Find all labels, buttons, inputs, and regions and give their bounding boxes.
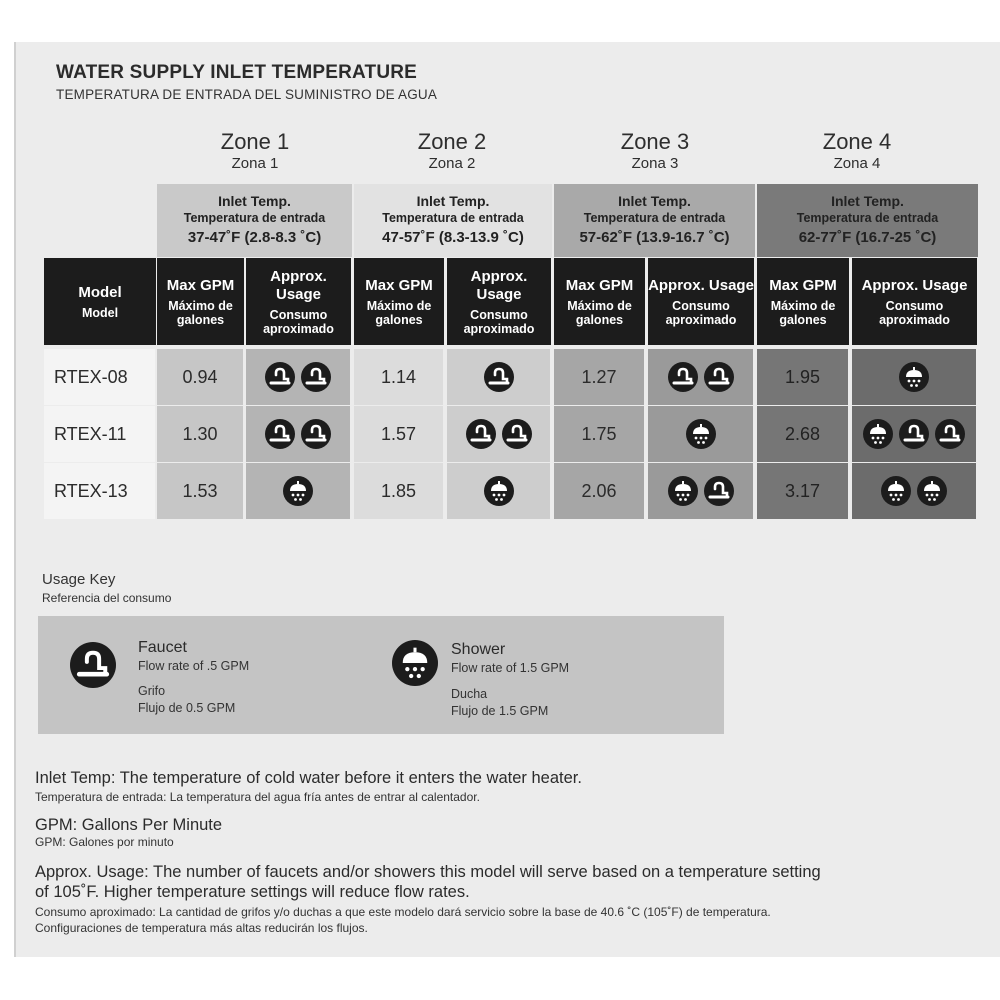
max-gpm-cell: 3.17 — [757, 463, 848, 519]
zone-name-es: Zona 1 — [231, 155, 279, 172]
shower-key-name-es: Ducha — [451, 687, 488, 701]
usage-cell — [246, 463, 350, 519]
usage-cell — [852, 349, 976, 405]
header-label: Max GPM — [365, 276, 433, 294]
inlet-range: 37-47˚F (2.8-8.3 ˚C) — [187, 229, 322, 246]
zone-4-usage-header — [852, 258, 977, 345]
faucet-key-rate-es: Flujo de 0.5 GPM — [138, 701, 236, 715]
zone-2-inlet-temp — [354, 184, 552, 257]
zone-name: Zone 1 — [220, 129, 290, 154]
shower-icon — [863, 419, 893, 449]
zone-name: Zone 3 — [620, 129, 690, 154]
zone-3-inlet-temp — [554, 184, 755, 257]
inlet-label: Inlet Temp. — [831, 193, 904, 209]
zone-name: Zone 2 — [417, 129, 487, 154]
faucet-icon — [265, 419, 295, 449]
faucet-key-name-es: Grifo — [138, 684, 166, 698]
usage-cell — [648, 463, 753, 519]
shower-icon — [668, 476, 698, 506]
faucet-icon — [704, 476, 734, 506]
header-label-es: Consumo aproximado — [263, 307, 334, 336]
note-gpm-es: GPM: Galones por minuto — [35, 835, 174, 849]
faucet-key-rate: Flow rate of .5 GPM — [138, 659, 250, 673]
zone-3-heading — [555, 130, 755, 174]
note-approx-line-2: of 105˚F. Higher temperature settings will reduce flow rates. — [35, 883, 470, 901]
zone-name-es: Zona 2 — [428, 155, 476, 172]
note-inlet: Inlet Temp: The temperature of cold water before it enters the water heater. — [35, 769, 582, 787]
usage-cell — [246, 406, 350, 462]
zone-4-heading — [757, 130, 957, 174]
inlet-label: Inlet Temp. — [218, 193, 291, 209]
zone-1-usage-header — [246, 258, 351, 345]
zone-1-max-gpm-header — [157, 258, 244, 345]
zone-4-inlet-temp — [757, 184, 978, 257]
faucet-icon — [301, 419, 331, 449]
inlet-label: Inlet Temp. — [416, 193, 490, 209]
usage-cell — [852, 463, 976, 519]
shower-icon — [881, 476, 911, 506]
inlet-label: Inlet Temp. — [618, 193, 691, 209]
inlet-label-es: Temperatura de entrada — [183, 211, 326, 225]
header-label-es: Model — [81, 305, 119, 320]
header-label: Approx. Usage — [470, 267, 528, 303]
zone-3-usage-header — [648, 258, 754, 345]
page-title: WATER SUPPLY INLET TEMPERATURE — [56, 62, 418, 83]
inlet-range: 62-77˚F (16.7-25 ˚C) — [798, 229, 937, 246]
header-label-es: Consumo aproximado — [665, 298, 737, 327]
faucet-icon — [265, 362, 295, 392]
shower-icon — [917, 476, 947, 506]
shower-icon — [392, 640, 438, 686]
note-inlet-es: Temperatura de entrada: La temperatura del agua fría antes de entrar al calentador. — [35, 790, 480, 804]
shower-key-rate: Flow rate of 1.5 GPM — [451, 661, 570, 675]
zone-2-heading — [352, 130, 552, 174]
usage-key-title: Usage Key — [42, 571, 116, 588]
max-gpm-cell: 1.27 — [554, 349, 644, 405]
max-gpm-cell: 1.53 — [157, 463, 243, 519]
usage-cell — [447, 349, 550, 405]
header-label-es: Máximo de galones — [770, 298, 836, 327]
faucet-icon — [70, 642, 116, 688]
inlet-range: 57-62˚F (13.9-16.7 ˚C) — [579, 229, 730, 246]
zone-1-inlet-temp — [157, 184, 352, 257]
shower-key-rate-es: Flujo de 1.5 GPM — [451, 704, 549, 718]
usage-cell — [648, 406, 753, 462]
max-gpm-cell: 1.30 — [157, 406, 243, 462]
note-approx-es-line-2: Configuraciones de temperatura más altas reducirán los flujos. — [35, 921, 368, 935]
zone-3-max-gpm-header — [554, 258, 645, 345]
zone-4-max-gpm-header — [757, 258, 849, 345]
inlet-label-es: Temperatura de entrada — [583, 211, 726, 225]
max-gpm-cell: 1.85 — [354, 463, 443, 519]
header-label: Approx. Usage — [270, 267, 327, 303]
max-gpm-cell: 1.14 — [354, 349, 443, 405]
usage-cell — [648, 349, 753, 405]
faucet-icon — [466, 419, 496, 449]
usage-cell — [852, 406, 976, 462]
inlet-range: 47-57˚F (8.3-13.9 ˚C) — [382, 229, 524, 246]
shower-key-name: Shower — [451, 641, 506, 658]
header-label-es: Consumo aproximado — [463, 307, 535, 336]
header-label-es: Máximo de galones — [567, 298, 632, 327]
header-label: Approx. Usage — [648, 276, 754, 294]
usage-cell — [447, 406, 550, 462]
header-label: Approx. Usage — [861, 276, 968, 294]
zone-name-es: Zona 3 — [631, 155, 679, 172]
max-gpm-cell: 0.94 — [157, 349, 243, 405]
note-approx-es-line-1: Consumo aproximado: La cantidad de grifos y/o duchas a que este modelo dará servicio sobre la base de 40.6 ˚C (105˚F) de temperatura. — [35, 905, 771, 919]
shower-icon — [484, 476, 514, 506]
usage-key-title-es: Referencia del consumo — [42, 591, 172, 605]
max-gpm-cell: 1.95 — [757, 349, 848, 405]
model-cell: RTEX-08 — [44, 349, 155, 405]
page-subtitle: TEMPERATURA DE ENTRADA DEL SUMINISTRO DE AGUA — [56, 87, 438, 102]
faucet-icon — [484, 362, 514, 392]
header-label: Max GPM — [565, 276, 634, 294]
zone-1-heading — [155, 130, 355, 174]
model-cell: RTEX-11 — [44, 406, 155, 462]
inlet-label-es: Temperatura de entrada — [382, 211, 524, 225]
shower-icon — [686, 419, 716, 449]
usage-cell — [447, 463, 550, 519]
header-label: Model — [78, 283, 122, 301]
header-label-es: Máximo de galones — [168, 298, 233, 327]
zone-name-es: Zona 4 — [833, 155, 881, 172]
model-cell: RTEX-13 — [44, 463, 155, 519]
faucet-icon — [502, 419, 532, 449]
max-gpm-cell: 2.68 — [757, 406, 848, 462]
note-gpm: GPM: Gallons Per Minute — [35, 816, 223, 834]
model-column-header — [44, 258, 156, 345]
usage-cell — [246, 349, 350, 405]
faucet-icon — [899, 419, 929, 449]
max-gpm-cell: 1.57 — [354, 406, 443, 462]
note-approx-line-1: Approx. Usage: The number of faucets and/or showers this model will serve based on a temperature setting — [35, 863, 821, 881]
faucet-icon — [704, 362, 734, 392]
faucet-icon — [935, 419, 965, 449]
faucet-key-name: Faucet — [138, 639, 187, 656]
faucet-icon — [668, 362, 698, 392]
zone-name: Zone 4 — [822, 129, 892, 154]
zone-2-usage-header — [447, 258, 551, 345]
header-label-es: Consumo aproximado — [879, 298, 950, 327]
header-label: Max GPM — [769, 276, 837, 294]
zone-2-max-gpm-header — [354, 258, 444, 345]
usage-key-box — [38, 616, 724, 734]
inlet-label-es: Temperatura de entrada — [796, 211, 939, 225]
shower-icon — [899, 362, 929, 392]
header-label-es: Máximo de galones — [366, 298, 432, 327]
max-gpm-cell: 2.06 — [554, 463, 644, 519]
faucet-icon — [301, 362, 331, 392]
shower-icon — [283, 476, 313, 506]
header-label: Max GPM — [166, 276, 235, 294]
max-gpm-cell: 1.75 — [554, 406, 644, 462]
